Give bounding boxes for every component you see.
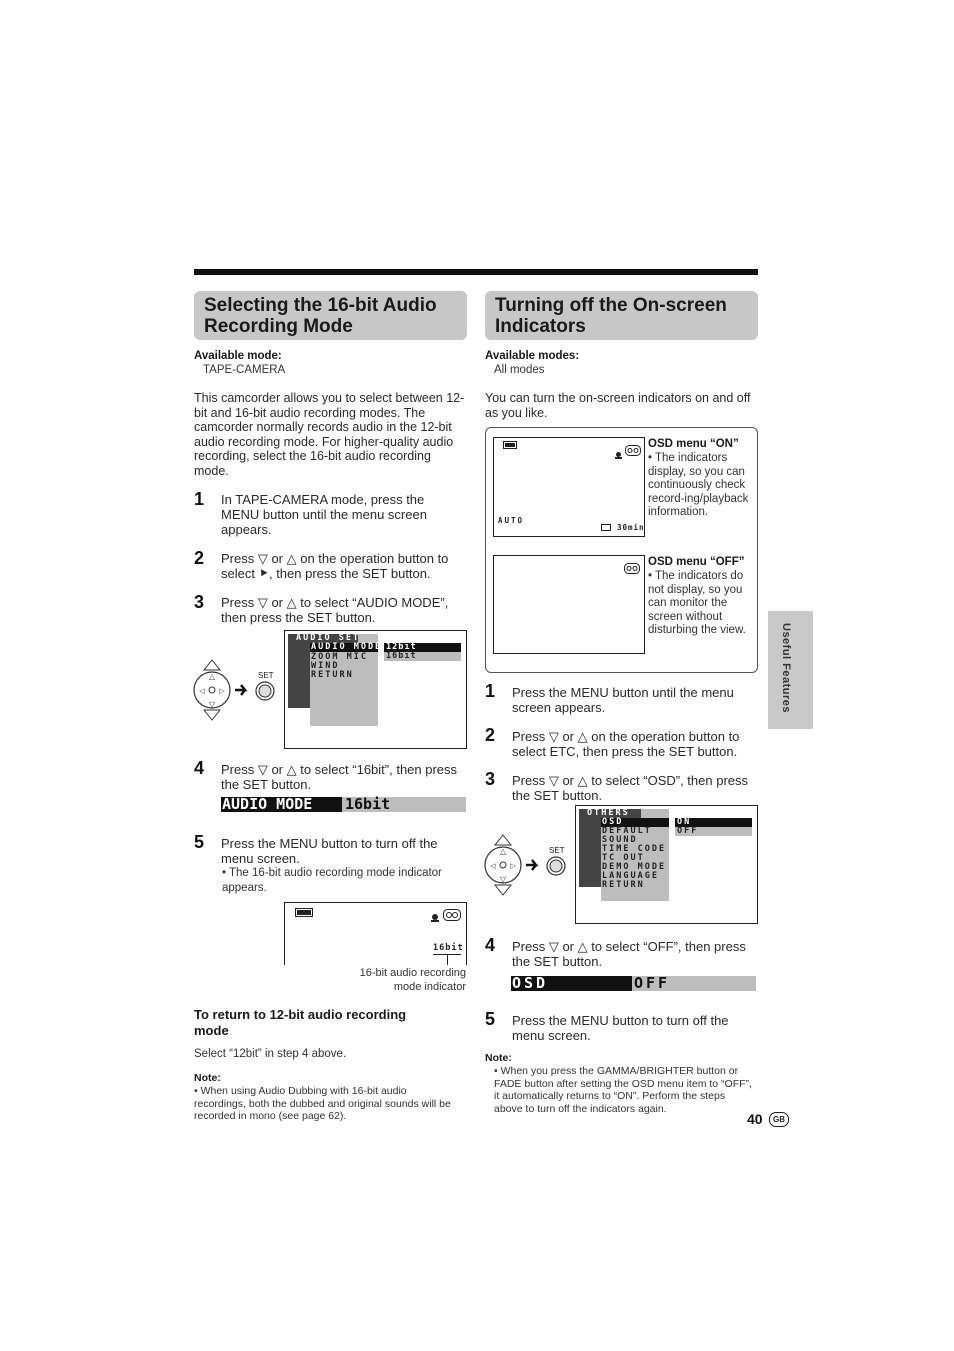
menu-option: OFF [677,826,699,836]
note-label: Note: [194,1072,221,1084]
available-mode-value: All modes [494,364,545,376]
menu-item: TIME CODE [602,844,667,854]
step-number: 4 [485,935,496,955]
svg-text:△: △ [499,847,507,856]
step-text: Press the MENU button until the menu screen appears. [512,685,734,715]
menu-item: DEFAULT [602,826,652,836]
osd-off-description: • The indicators do not display, so you can monitor the screen without disturbing the view. [648,570,746,636]
step-number: 3 [194,592,205,612]
osd-on-screen [493,437,645,537]
set-button-label: SET [549,846,565,855]
others-menu-screen [575,805,758,924]
available-mode-label: Available mode: [194,350,282,362]
operation-button-illustration [193,657,283,723]
section-heading-box [194,291,467,340]
svg-text:△: △ [208,672,216,681]
section-title: Turning off the On-screen [495,295,727,316]
auto-indicator: AUTO [498,516,525,525]
step-number: 1 [194,489,205,509]
note-text: • When using Audio Dubbing with 16-bit audio recordings, both the dubbed and original sounds will be recorded in mono (see page 62). [194,1085,451,1122]
menu-header: OTHERS [587,808,630,818]
tape-icon [443,908,461,926]
menu-item: LANGUAGE [602,871,659,881]
step-number: 2 [194,548,205,568]
svg-text:◁: ◁ [199,688,205,695]
osd-off-screen [493,555,645,654]
osd-comparison-box [485,427,758,673]
step-number: 5 [485,1009,496,1029]
menu-item: WIND [311,661,340,671]
side-tab-label: Useful Features [780,623,792,714]
tape-icon [625,443,641,461]
step-number: 2 [485,725,496,745]
menu-option: 16bit [386,651,417,661]
mic-icon [614,447,623,465]
tape-remaining-icon [601,524,611,531]
page-number: 40 [747,1111,763,1127]
menu-icon-column [288,634,310,708]
section-heading-box [485,291,758,340]
step-text: Press ▽ or △ to select “OFF”, then press the SET button. [512,939,746,969]
step-text: Press ▽ or △ to select “AUDIO MODE”, then press the SET button. [221,595,449,625]
osd-off-title: OSD menu “OFF” [648,556,745,568]
osd-on-title: OSD menu “ON” [648,438,739,450]
menu-item: ZOOM MIC [311,652,368,662]
section-title: Recording Mode [204,316,353,337]
step-text: In TAPE-CAMERA mode, press the MENU button until the menu screen appears. [221,492,427,537]
step-text: Press ▽ or △ to select “16bit”, then press the SET button. [221,762,458,792]
bar-label: AUDIO MODE [222,795,313,813]
audio-set-menu-screen [284,630,467,749]
indicator-screen [284,902,467,965]
section-side-tab [768,611,813,729]
mic-icon [430,910,440,928]
osd-on-description: • The indicators display, so you can continuously check record-ing/playback information. [648,452,749,518]
battery-icon [503,441,517,449]
return-text: Select “12bit” in step 4 above. [194,1048,347,1060]
menu-option: 12bit [386,642,417,652]
available-mode-value: TAPE-CAMERA [203,364,286,376]
section-title: Selecting the 16-bit Audio [204,295,437,316]
top-rule [194,269,758,275]
intro-paragraph: This camcorder allows you to select between 12-bit and 16-bit audio recording modes. The camcorder normally records audio in the 12-bit audio recording mode. For higher-quality audio recording, select the 16-bit audio recording mode. [194,391,465,478]
menu-icon-column [579,809,601,887]
menu-header: AUDIO SET [296,633,361,643]
step-text: Press ▽ or △ on the operation button to select ETC, then press the SET button. [512,729,740,759]
step-text: Press the MENU button to turn off the menu screen. [221,836,438,866]
step-number: 5 [194,832,205,852]
step-text: Press ▽ or △ on the operation button to select ⯈, then press the SET button. [221,551,449,581]
bar-value: OFF [634,974,671,992]
menu-item: RETURN [602,880,645,890]
audio-mode-display-bar [221,797,466,812]
region-badge: GB [769,1112,789,1127]
menu-item: AUDIO MODE [311,642,383,652]
subheading: To return to 12-bit audio recording [194,1007,407,1022]
menu-item: SOUND [602,835,638,845]
step-text: Press the MENU button to turn off the menu screen. [512,1013,729,1043]
svg-text:◁: ◁ [490,863,496,870]
step-text: Press ▽ or △ to select “OSD”, then press the SET button. [512,773,749,803]
svg-text:▷: ▷ [510,863,516,870]
svg-text:▷: ▷ [219,688,225,695]
menu-option: ON [677,817,692,827]
menu-item: RETURN [311,670,354,680]
step-number: 4 [194,758,205,778]
svg-text:▽: ▽ [208,700,216,709]
section-title: Indicators [495,316,586,337]
set-button-label: SET [258,671,274,680]
step-number: 3 [485,769,496,789]
bar-value: 16bit [345,795,391,813]
battery-icon [295,908,313,917]
menu-item: TC OUT [602,853,645,863]
tape-time-indicator: 30min [617,523,645,532]
step-number: 1 [485,681,496,701]
menu-item: DEMO MODE [602,862,667,872]
osd-display-bar [511,976,756,991]
menu-item: OSD [602,817,624,827]
note-text: • When you press the GAMMA/BRIGHTER button or FADE button after setting the OSD menu item to “OFF”, it automatically returns to “ON”. Perform the steps above to turn off the indicators again. [494,1065,752,1115]
indicator-caption: 16-bit audio recording [359,967,466,979]
bar-label: OSD [512,974,549,992]
indicator-caption: mode indicator [393,981,466,993]
svg-text:▽: ▽ [499,875,507,884]
subheading: mode [194,1022,229,1038]
available-mode-label: Available modes: [485,350,580,362]
note-label: Note: [485,1052,512,1064]
operation-button-illustration [484,832,574,898]
intro-paragraph: You can turn the on-screen indicators on and off as you like. [485,391,751,420]
step-bullet: • The 16-bit audio recording mode indicator appears. [222,867,442,894]
audio-16bit-indicator: 16bit [433,943,464,953]
tape-icon [624,561,640,579]
